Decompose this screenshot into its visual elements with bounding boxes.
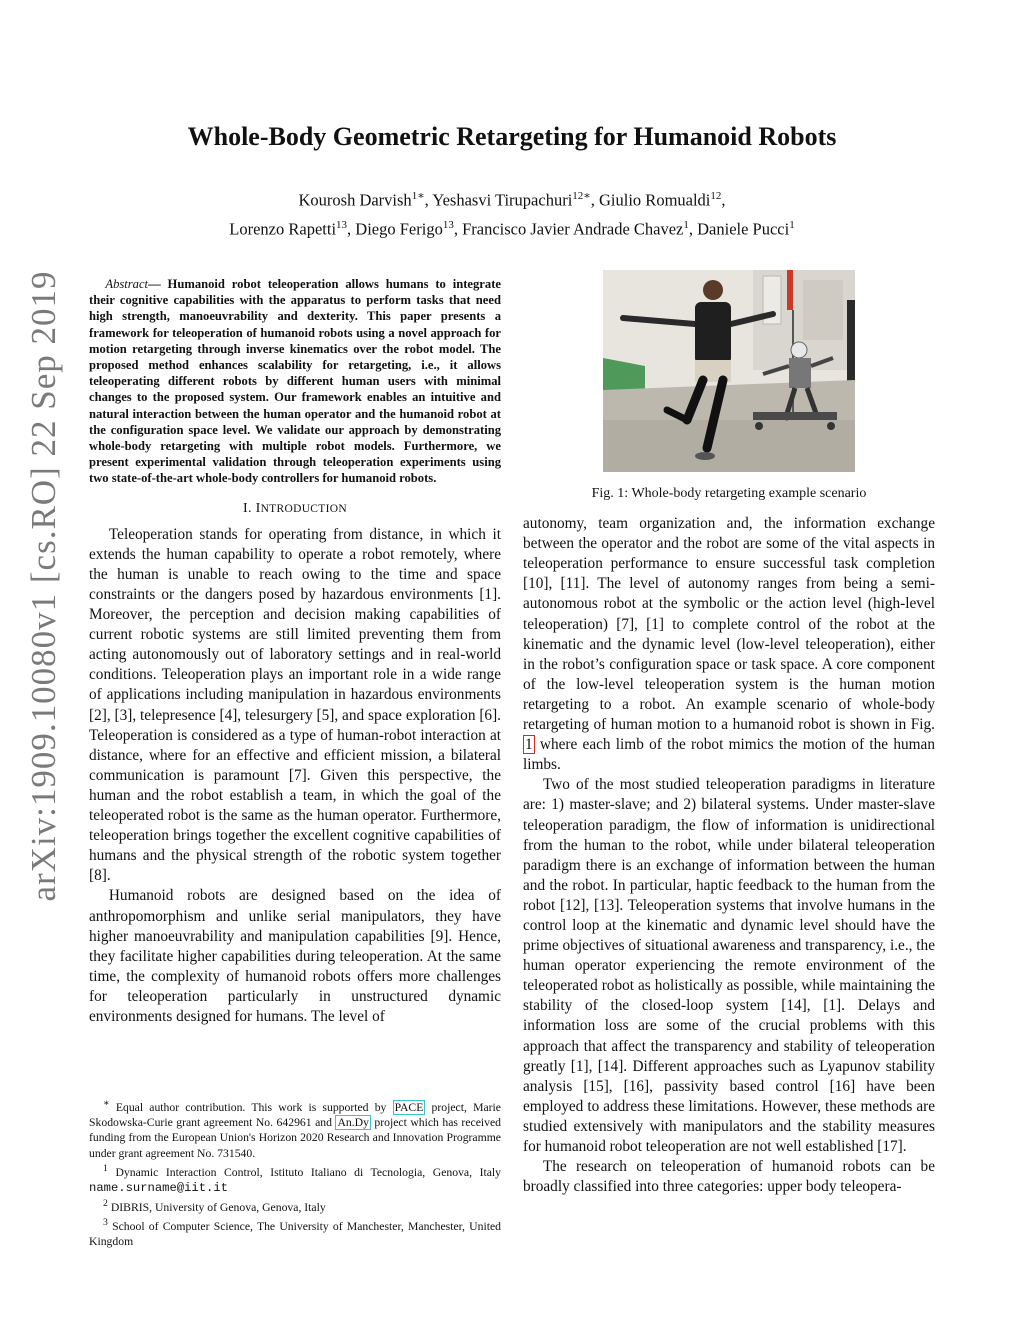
andy-project-link[interactable]: An.Dy (337, 1116, 369, 1130)
left-column (89, 276, 501, 1027)
footnote-affiliation-3 (89, 1215, 501, 1249)
intro-paragraph-1: Teleoperation stands for operating from distance, in which it extends the human capability to operate a robot remotely, where the human is unable to reach owing to the time and space constraints or the dangers posed by hazardous environments [1]. Moreover, the perception and decision making capabilities of current robotic systems are still limited preventing them from acting autonomously out of laboratory settings and in real-world conditions. Teleoperation plays an important role in a wide range of applications including manipulation in hazardous environments [2], [3], telepresence [4], telesurgery [5], and space exploration [6]. Teleoperation is considered as a type of human-robot interaction at distance, where for an effective and efficient mission, a bilateral communication is paramount [7]. Given this perspective, the human and the robot establish a team, in which the goal of the teleoperated robot is the same as the human operator. Furthermore, teleoperation brings together the excellent cognitive capabilities of humans and the physical strength of the robotic system together [8]. (89, 525, 501, 885)
figure-reference-link[interactable]: 1 (525, 736, 533, 754)
author-line-2 (0, 213, 1024, 242)
paragraph-text: autonomy, team organization and, the information exchange between the operator and the robot are some of the vital aspects in teleoperation performance to ensure successful task completion [10], [11]. The level of autonomy ranges from being a semi-autonomous robot at the symbolic or the action level (high-level teleoperation) [7], [1] to complete control of the robot at the kinematic and the dynamic level (low-level teleoperation), either in the robot’s configuration space or task space. A core component of the low-level teleoperation system is the human motion retargeting to a robot. An example scenario of whole-body retargeting of human motion to a humanoid robot is shown in Fig. (523, 515, 935, 734)
author-affiliation: 13 (442, 218, 454, 231)
author-name: Lorenzo Rapetti (229, 219, 337, 238)
author-name: Kourosh Darvish (298, 190, 412, 210)
footnote-text: project, Marie Skodowska-Curie grant agreement No. 642961 and (89, 1100, 501, 1130)
author-separator: , (453, 219, 463, 238)
footnote-mark: 2 (103, 1198, 108, 1209)
right-column (523, 270, 935, 1197)
author-name: Diego Ferigo (355, 219, 443, 238)
footnote-text: DIBRIS, University of Genova, Genova, Italy (107, 1200, 326, 1214)
footnote-text: project which has received funding from the European Union's Horizon 2020 Research and Innovation Programme under grant agreement No. 731540. (89, 1116, 502, 1160)
footnote-mark: 3 (103, 1217, 108, 1229)
author-affiliation: 1∗ (411, 190, 425, 202)
intro-paragraph-2: Humanoid robots are designed based on the idea of anthropomorphism and unlike serial manipulators, they have higher manoeuvrability and manipulation capabilities [9]. Hence, they facilitate higher capabilities during teleoperation. At the same time, the complexity of humanoid robots offers more challenges for teleoperation particularly in unstructured dynamic environments designed for humans. The level of (89, 887, 501, 1025)
footnote-equal-contribution (89, 1096, 501, 1161)
retargeting-scene-image (603, 270, 855, 472)
section-title-rest: NTRODUCTION (260, 502, 347, 515)
footnote-text: School of Computer Science, The University of Manchester, Manchester, United Kingdom (89, 1219, 501, 1249)
footnote-text: Dynamic Interaction Control, Istituto Italiano di Tecnologia, Genova, Italy (107, 1165, 501, 1179)
author-separator: , (347, 219, 356, 238)
abstract (89, 276, 501, 487)
author-affiliation: 1 (789, 218, 795, 231)
footnote-mark: 1 (103, 1162, 108, 1174)
paper-title: Whole-Body Geometric Retargeting for Humanoid Robots (187, 122, 837, 151)
figure-caption: Fig. 1: Whole-body retargeting example scenario (591, 486, 867, 501)
intro-paragraph-4: Two of the most studied teleoperation paradigms in literature are: 1) master-slave; and 2) bilateral systems. Under master-slave teleoperation paradigm, the flow of information is unidirectional from the human to the robot, while under bilateral teleoperation paradigm there is an exchange of information between the human and the robot. In particular, haptic feedback to the human from the robot [12], [13]. Teleoperation systems that involve humans in the control loop at the kinematic and dynamic level should have the prime objectives of situational awareness and transparency, i.e., the human operator experiencing the remote environment of the teleoperated robot as holistically as possible, while maintaining the stability of the closed-loop system [14], [1]. Delays and information loss are some of the crucial problems with this approach that affect the transparency and stability of teleoperation greatly [1], [14]. Different approaches such as Lyapunov stability analysis [15], [16], passivity based control [16] have been employed to address these limitations. However, these methods are studied extensively with manipulators and the stability measures for humanoid robot teleoperation are not well established [17]. (523, 776, 935, 1155)
intro-paragraph-3 (523, 514, 935, 775)
abstract-dash: — (148, 277, 168, 291)
footnote-text: Equal author contribution. This work is supported by (109, 1100, 393, 1114)
author-separator: , (688, 219, 698, 238)
author-separator: , (721, 190, 726, 210)
abstract-label: Abstract (105, 277, 149, 291)
figure-retargeting-photo (603, 270, 855, 472)
section-number: I. (243, 500, 256, 516)
author-affiliation: 1 (683, 218, 689, 231)
footnote-affiliation-1 (89, 1161, 501, 1196)
section-initial: I (255, 500, 261, 516)
author-name: Giulio Romualdi (599, 190, 711, 210)
intro-paragraph-5: The research on teleoperation of humanoid robots can be broadly classified into three categories: upper body teleopera- (523, 1158, 935, 1196)
author-separator: , (424, 190, 433, 210)
author-name: Francisco Javier Andrade Chavez (462, 219, 684, 238)
footnote-affiliation-2 (89, 1196, 501, 1215)
author-affiliation: 12 (710, 190, 722, 202)
author-affiliation: 12∗ (572, 190, 591, 202)
author-name: Daniele Pucci (697, 219, 790, 238)
section-heading-introduction (89, 499, 501, 519)
paragraph-text: where each limb of the robot mimics the motion of the human limbs. (523, 736, 935, 774)
pace-project-link[interactable]: PACE (394, 1100, 424, 1114)
author-separator: , (590, 190, 600, 210)
author-list (0, 184, 1024, 241)
abstract-text: Humanoid robot teleoperation allows humans to integrate their cognitive capabilities with the apparatus to perform tasks that need high strength, manoeuvrability and dexterity. This paper presents a framework for teleoperation of humanoid robots using a novel approach for motion retargeting through inverse kinematics over the robot model. The proposed method enhances scalability for retargeting, i.e., it allows teleoperating different robots by different human users with minimal changes to the proposed system. Our framework enables an intuitive and natural interaction between the human operator and the humanoid robot at the configuration space level. We validate our approach by demonstrating whole-body retargeting with multiple robot models. Furthermore, we present experimental validation through teleoperation experiments using two state-of-the-art whole-body controllers for humanoid robots. (89, 277, 501, 486)
footnote-mark: ∗ (103, 1098, 110, 1109)
author-email: name.surname@iit.it (89, 1180, 228, 1195)
author-name: Yeshasvi Tirupachuri (432, 190, 573, 210)
footnotes (89, 1096, 501, 1249)
author-affiliation: 13 (336, 218, 348, 231)
author-line-1 (0, 184, 1024, 213)
arxiv-id-text: arXiv:1909.10080v1 [cs.RO] 22 Sep 2019 (24, 270, 63, 902)
